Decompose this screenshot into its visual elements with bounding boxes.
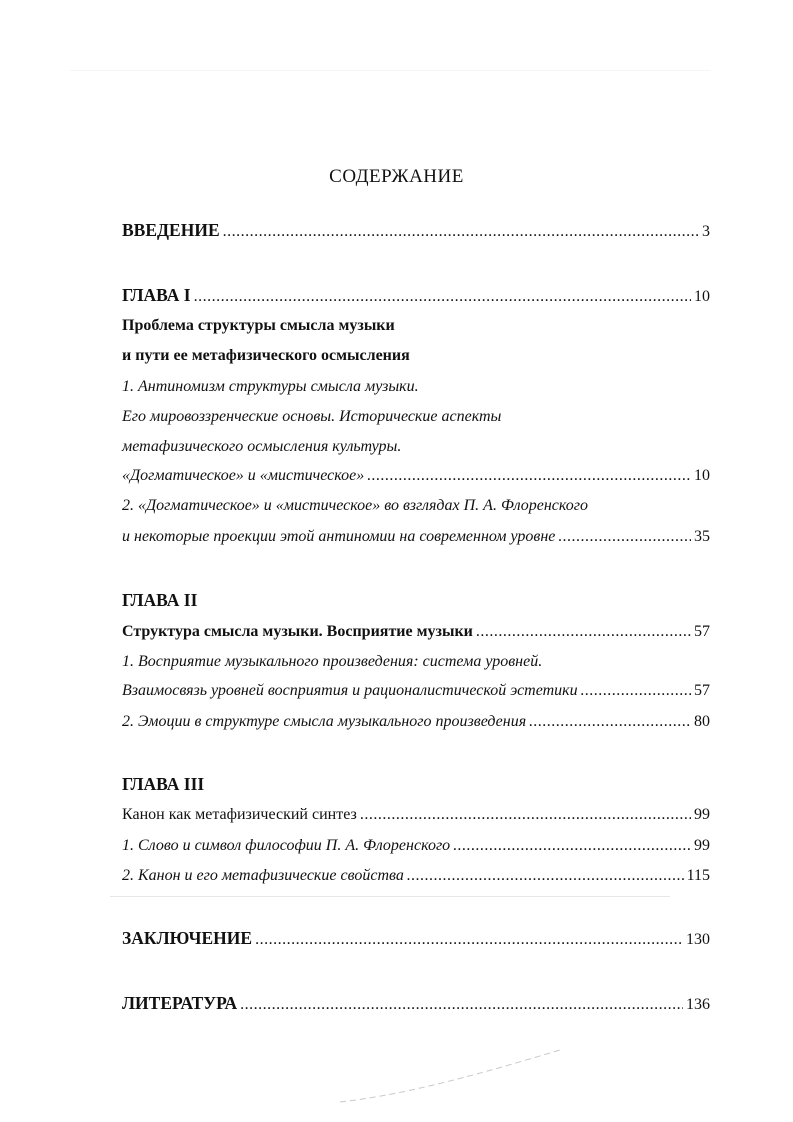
chapter-1-subtitle-line-1: Проблема структуры смысла музыки xyxy=(122,317,395,334)
page-number: 57 xyxy=(694,682,710,699)
entry-label: 2. Канон и его метафизические свойства xyxy=(122,867,404,884)
page-number: 115 xyxy=(686,867,710,884)
toc-entry-literature[interactable] xyxy=(122,993,710,1014)
dot-leader xyxy=(529,713,691,731)
entry-label: Канон как метафизический синтез xyxy=(122,806,357,823)
toc-entry-section-1-1[interactable] xyxy=(122,467,710,485)
dot-leader xyxy=(558,528,691,546)
dot-leader xyxy=(194,288,691,306)
toc-entry-chapter-3[interactable] xyxy=(122,806,710,824)
toc-entry-section-2-1[interactable] xyxy=(122,682,710,700)
dot-leader xyxy=(255,931,683,949)
chapter-1-subtitle-line-2: и пути ее метафизического осмысления xyxy=(122,347,410,364)
dot-leader xyxy=(240,996,683,1014)
page-number: 10 xyxy=(694,467,710,484)
section-1-2-line-1: 2. «Догматическое» и «мистическое» во взглядах П. А. Флоренского xyxy=(122,497,588,514)
toc-entry-chapter-2[interactable] xyxy=(122,623,710,641)
dot-leader xyxy=(476,623,691,641)
scan-artifact-line xyxy=(110,896,670,897)
chapter-heading: ГЛАВА I xyxy=(122,285,191,305)
dot-leader xyxy=(407,867,684,885)
scan-artifact-line xyxy=(70,70,710,71)
section-1-1-line-3: метафизического осмысления культуры. xyxy=(122,438,402,455)
section-1-1-line-1: 1. Антиномизм структуры смысла музыки. xyxy=(122,378,419,395)
toc-entry-section-3-2[interactable] xyxy=(122,867,710,885)
dot-leader xyxy=(367,467,691,485)
toc-entry-chapter-1[interactable] xyxy=(122,285,710,306)
chapter-3-heading: ГЛАВА III xyxy=(122,774,205,794)
page-number: 3 xyxy=(702,223,710,240)
dot-leader xyxy=(360,806,691,824)
page-number: 130 xyxy=(686,931,710,948)
entry-label: и некоторые проекции этой антиномии на современном уровне xyxy=(122,528,556,545)
toc-entry-section-1-2[interactable] xyxy=(122,528,710,546)
page-title: СОДЕРЖАНИЕ xyxy=(329,166,464,187)
page-number: 10 xyxy=(694,288,710,305)
dot-leader xyxy=(453,837,691,855)
page-number: 35 xyxy=(694,528,710,545)
section-2-1-line-1: 1. Восприятие музыкального произведения: система уровней. xyxy=(122,653,543,670)
page-number: 80 xyxy=(694,713,710,730)
toc-entry-section-3-1[interactable] xyxy=(122,837,710,855)
page-number: 136 xyxy=(686,996,710,1013)
entry-label: ЗАКЛЮЧЕНИЕ xyxy=(122,928,253,948)
entry-label: ЛИТЕРАТУРА xyxy=(122,993,238,1013)
entry-label: «Догматическое» и «мистическое» xyxy=(122,467,365,484)
entry-label: ВВЕДЕНИЕ xyxy=(122,220,220,240)
page-number: 99 xyxy=(694,806,710,823)
scan-artifact-streak xyxy=(330,1040,570,1110)
dot-leader xyxy=(581,682,691,700)
entry-label: 1. Слово и символ философии П. А. Флоренского xyxy=(122,837,451,854)
entry-label: 2. Эмоции в структуре смысла музыкального произведения xyxy=(122,713,527,730)
chapter-2-heading: ГЛАВА II xyxy=(122,590,198,610)
entry-label: Структура смысла музыки. Восприятие музыки xyxy=(122,623,473,640)
toc-entry-introduction[interactable] xyxy=(122,220,710,241)
toc-entry-section-2-2[interactable] xyxy=(122,713,710,731)
dot-leader xyxy=(223,223,699,241)
page-number: 57 xyxy=(694,623,710,640)
page-number: 99 xyxy=(694,837,710,854)
toc-entry-conclusion[interactable] xyxy=(122,928,710,949)
entry-label: Взаимосвязь уровней восприятия и рационалистической эстетики xyxy=(122,682,578,699)
section-1-1-line-2: Его мировоззренческие основы. Исторические аспекты xyxy=(122,408,502,425)
